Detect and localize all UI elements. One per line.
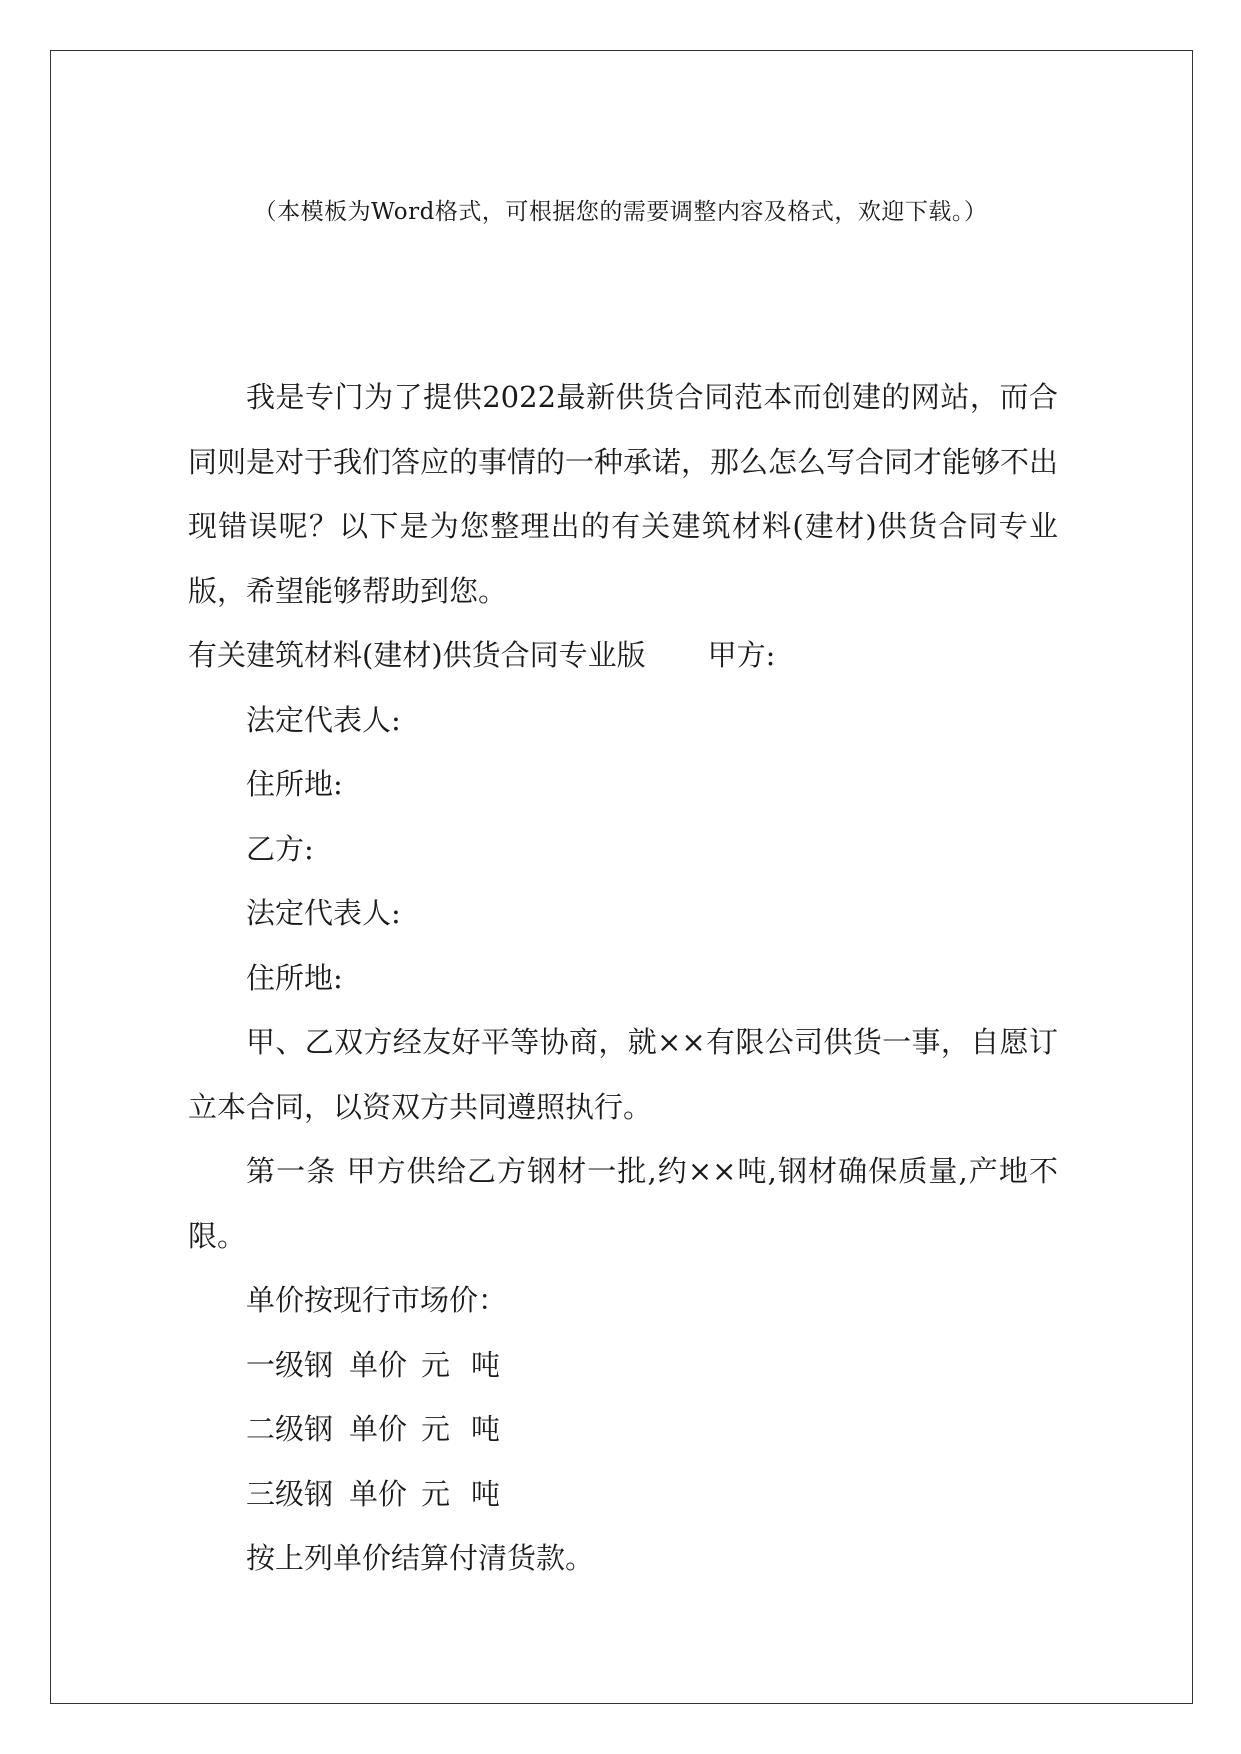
price-row (188, 1333, 1058, 1398)
currency-label: 元 (421, 1476, 451, 1511)
unit-price-label: 单价 (349, 1476, 408, 1511)
unit-label: 吨 (471, 1476, 501, 1511)
party-b-label: 乙方: (246, 831, 314, 866)
steel-grade: 三级钢 (246, 1476, 334, 1511)
steel-grade: 一级钢 (246, 1347, 334, 1382)
article-1-paragraph: 第一条 甲方供给乙方钢材一批,约××吨,钢材确保质量,产地不限。 (188, 1154, 1058, 1253)
party-b-address: 住所地: (246, 960, 343, 995)
steel-grade: 二级钢 (246, 1412, 334, 1446)
unit-price-label: 单价 (349, 1347, 408, 1382)
party-a-representative: 法定代表人: (246, 702, 401, 737)
unit-label: 吨 (471, 1347, 501, 1382)
unit-label: 吨 (471, 1412, 501, 1446)
currency-label: 元 (421, 1412, 451, 1446)
currency-label: 元 (421, 1347, 451, 1382)
template-note: （本模板为Word格式，可根据您的需要调整内容及格式，欢迎下载。） (253, 199, 988, 225)
party-a-label: 甲方: (707, 638, 776, 672)
party-a-address: 住所地: (246, 767, 343, 801)
price-intro: 单价按现行市场价： (246, 1283, 508, 1317)
contract-title-line (188, 623, 1058, 688)
intro-paragraph: 我是专门为了提供2022最新供货合同范本而创建的网站，而合同则是对于我们答应的事情的一种承诺，那么怎么写合同才能够不出现错误呢？以下是为您整理出的有关建筑材料(建材)供货合同专业版，希望能够帮助到您。 (188, 380, 1059, 608)
price-row (188, 1397, 1058, 1462)
party-b-representative: 法定代表人: (246, 896, 401, 930)
contract-title: 有关建筑材料(建材)供货合同专业版 (188, 638, 646, 672)
unit-price-label: 单价 (349, 1412, 408, 1446)
preamble-paragraph: 甲、乙双方经友好平等协商，就××有限公司供货一事，自愿订立本合同，以资双方共同遵照执行。 (188, 1025, 1058, 1124)
settlement-paragraph: 按上列单价结算付清货款。 (246, 1541, 595, 1575)
price-row (188, 1462, 1058, 1527)
document-body (188, 365, 1058, 1591)
